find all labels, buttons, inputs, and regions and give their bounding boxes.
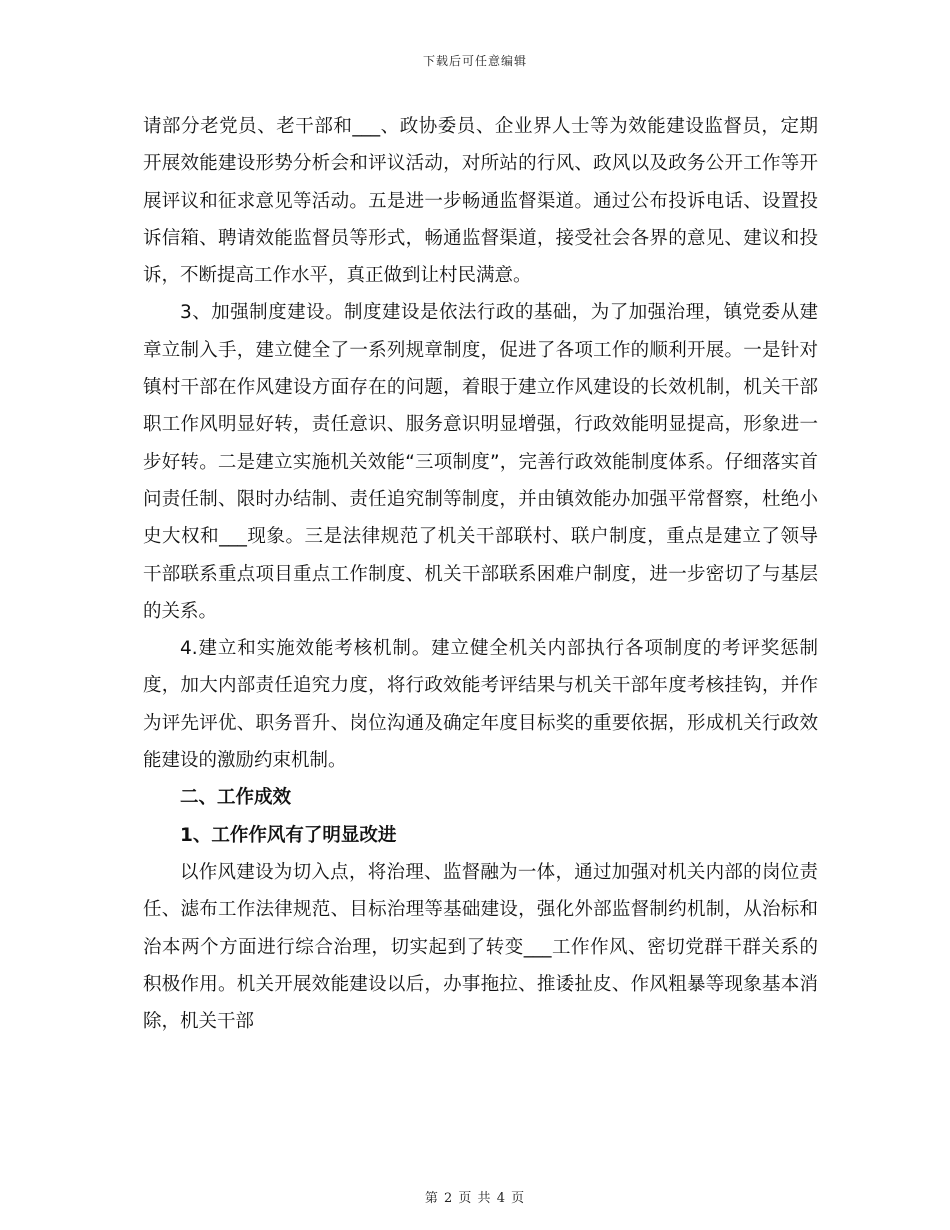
- paragraph-system-building: 3、加强制度建设。制度建设是依法行政的基础，为了加强治理，镇党委从建章立制入手，建立健全了一系列规章制度，促进了各项工作的顺利开展。一是针对镇村干部在作风建设方面存在的问题，着眼于建立作风建设的长效机制，机关干部职工作风明显好转，责任意识、服务意识明显增强，行政效能明显提高，形象进一步好转。二是建立实施机关效能“三项制度”，完善行政效能制度体系。仔细落实首问责任制、限时办结制、责任追究制等制度，并由镇效能办加强平常督察，杜绝小史大权和___现象。三是法律规范了机关干部联村、联户制度，重点是建立了领导干部联系重点项目重点工作制度、机关干部联系困难户制度，进一步密切了与基层的关系。: [143, 302, 818, 622]
- page-number: 第 2 页 共 4 页: [424, 1191, 526, 1206]
- subsection-heading-work-style: 1、工作作风有了明显改进: [180, 824, 397, 846]
- paragraph-work-style: 以作风建设为切入点，将治理、监督融为一体，通过加强对机关内部的岗位责任、滤布工作法律规范、目标治理等基础建设，强化外部监督制约机制，从治标和治本两个方面进行综合治理，切实起到了转变___工作作风、密切党群干群关系的积极作用。机关开展效能建设以后，办事拖拉、推诿扯皮、作风粗暴等现象基本消除，机关干部: [143, 861, 818, 1033]
- section-heading-results: 二、工作成效: [180, 787, 292, 809]
- paragraph-assessment-mechanism: 4.建立和实施效能考核机制。建立健全机关内部执行各项制度的考评奖惩制度，加大内部责任追究力度，将行政效能考评结果与机关干部年度考核挂钩，并作为评先评优、职务晋升、岗位沟通及确定年度目标奖的重要依据，形成机关行政效能建设的激励约束机制。: [143, 638, 818, 772]
- document-body: [143, 108, 818, 1040]
- page-header: 下载后可任意编辑: [422, 54, 527, 68]
- paragraph-supervision: 请部分老党员、老干部和___、政协委员、企业界人士等为效能建设监督员，定期开展效能建设形势分析会和评议活动，对所站的行风、政风以及政务公开工作等开展评议和征求意见等活动。五是进一步畅通监督渠道。通过公布投诉电话、设置投诉信箱、聘请效能监督员等形式，畅通监督渠道，接受社会各界的意见、建议和投诉，不断提高工作水平，真正做到让村民满意。: [143, 116, 818, 287]
